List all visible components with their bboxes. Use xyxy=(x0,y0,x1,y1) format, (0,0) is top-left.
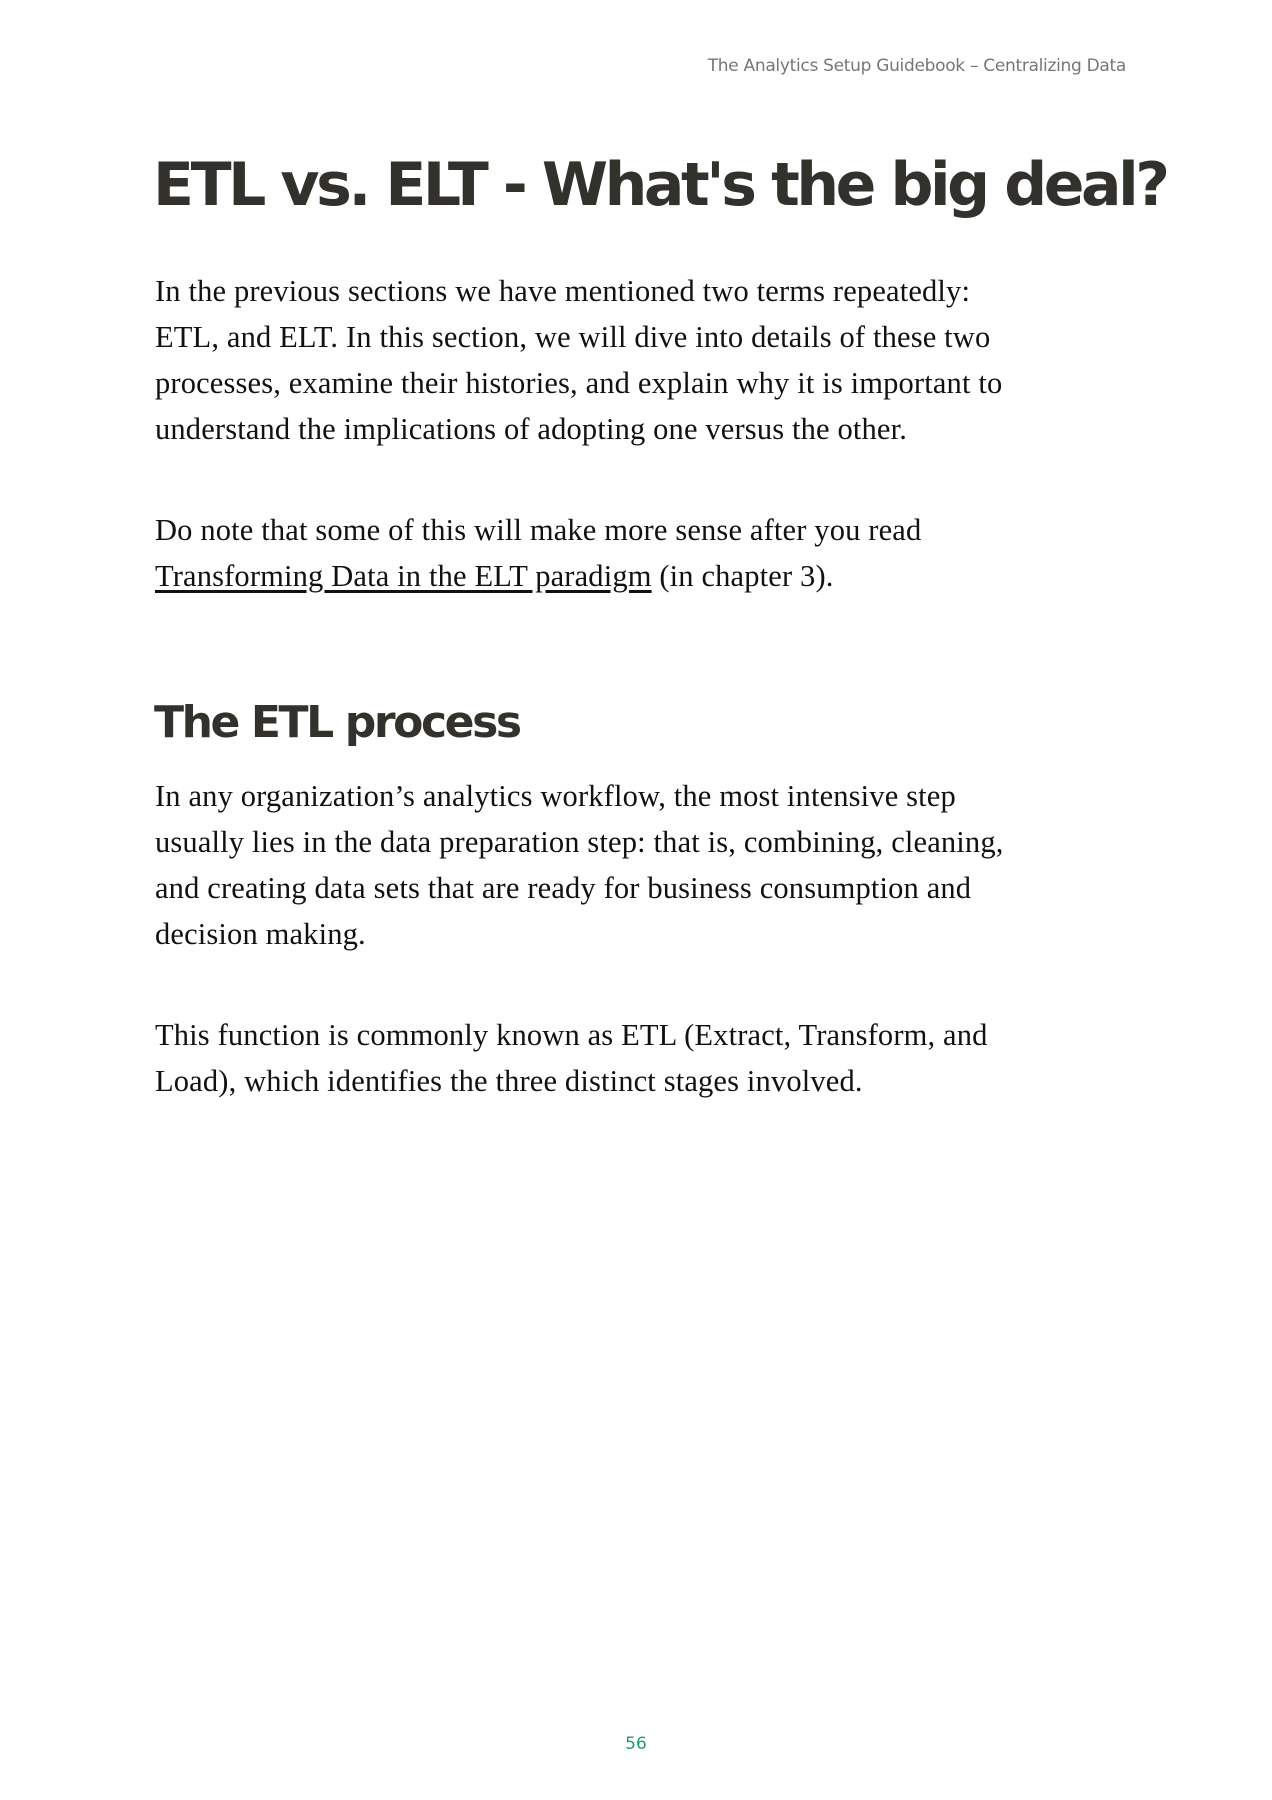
paragraph-line: and creating data sets that are ready for business consumption and xyxy=(155,871,972,905)
section-heading: The ETL process xyxy=(154,697,520,748)
paragraph-line: decision making. xyxy=(155,917,366,951)
paragraph-line: Do note that some of this will make more sense after you read xyxy=(155,513,922,547)
page-number: 56 xyxy=(625,1734,647,1754)
paragraph-line xyxy=(155,559,834,594)
paragraph-line: This function is commonly known as ETL (Extract, Transform, and xyxy=(155,1018,988,1052)
paragraph-line: understand the implications of adopting one versus the other. xyxy=(155,412,908,446)
link-suffix: (in chapter 3). xyxy=(651,559,834,593)
paragraph-line: processes, examine their histories, and explain why it is important to xyxy=(155,366,1003,400)
paragraph-line: usually lies in the data preparation step: that is, combining, cleaning, xyxy=(155,825,1004,859)
paragraph-line: In the previous sections we have mentioned two terms repeatedly: xyxy=(155,274,971,308)
chapter-link[interactable]: Transforming Data in the ELT paradigm xyxy=(155,559,652,593)
paragraph-line: ETL, and ELT. In this section, we will dive into details of these two xyxy=(155,320,991,354)
paragraph-line: Load), which identifies the three distinct stages involved. xyxy=(155,1064,863,1098)
running-header: The Analytics Setup Guidebook – Centralizing Data xyxy=(707,56,1126,76)
paragraph-line: In any organization’s analytics workflow, the most intensive step xyxy=(155,779,956,813)
page-title: ETL vs. ELT - What's the big deal? xyxy=(153,150,1167,220)
